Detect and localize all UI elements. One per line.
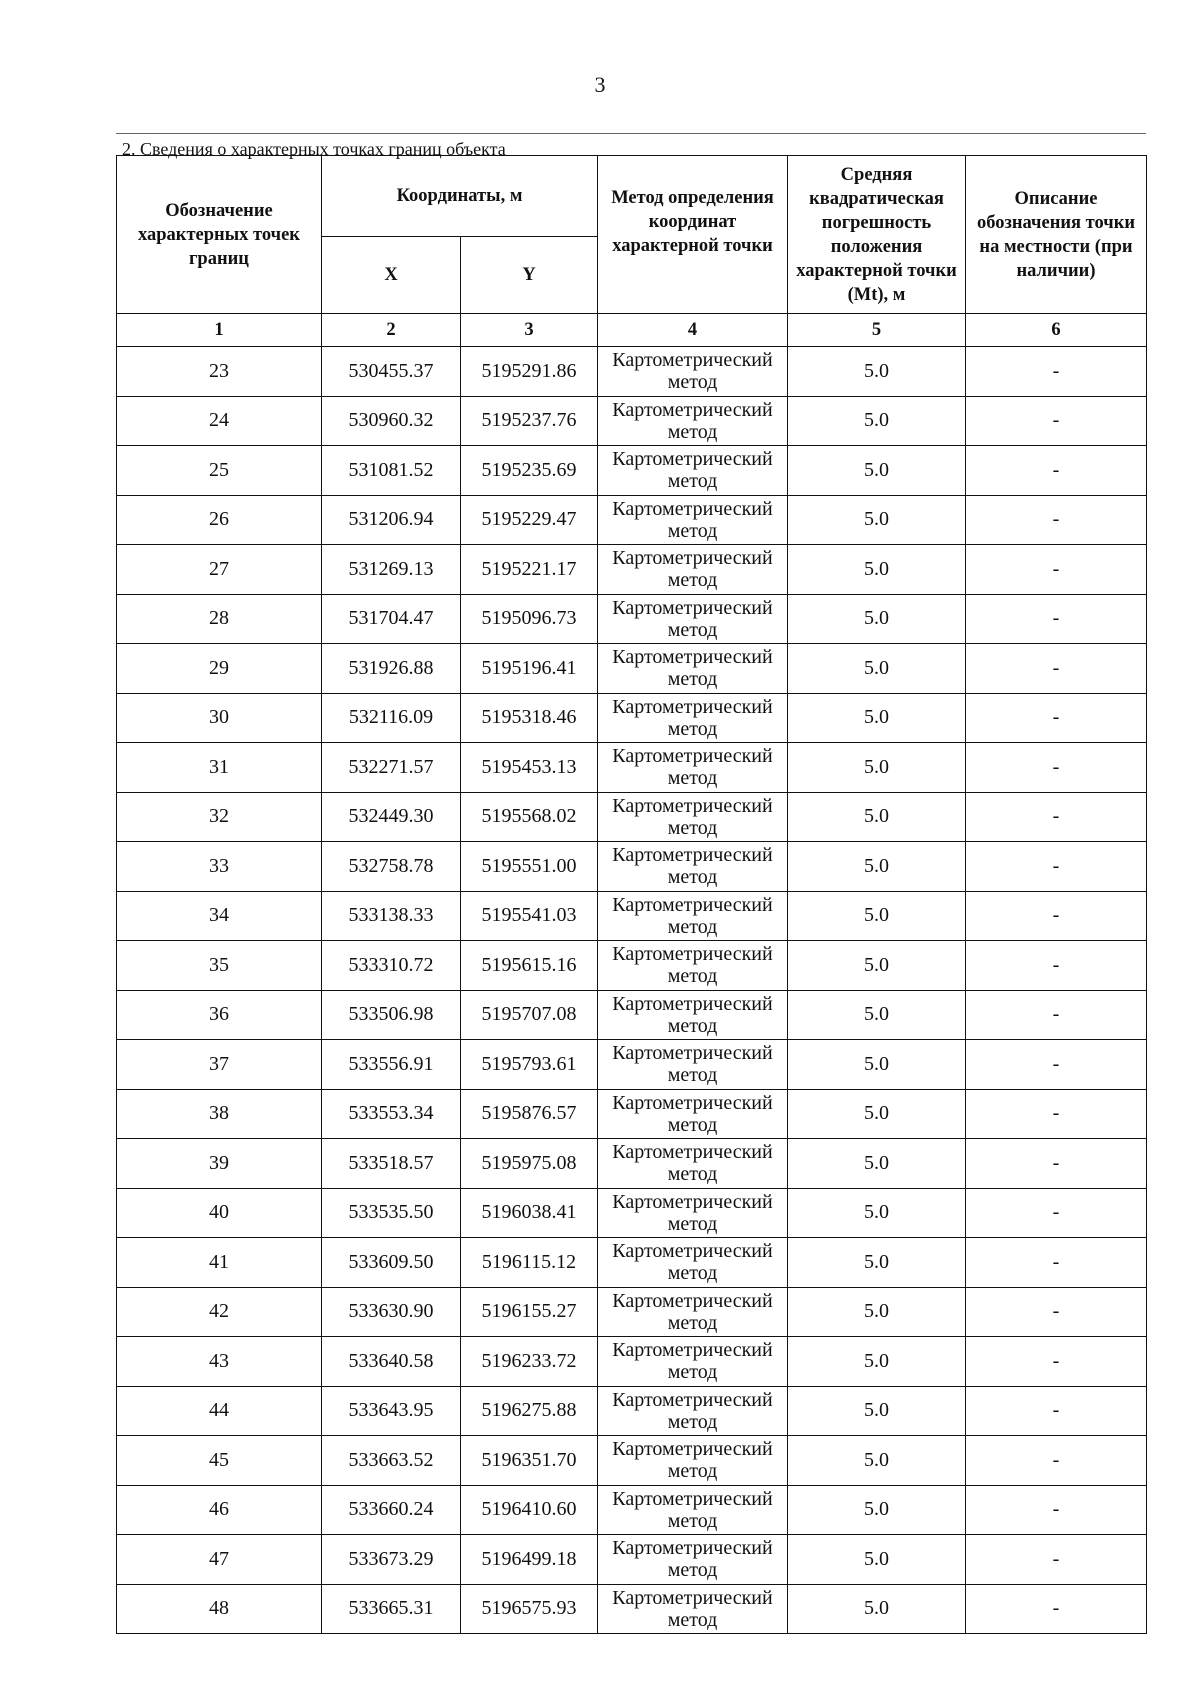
point-number-cell: 29 <box>117 644 322 694</box>
mean-error-cell: 5.0 <box>788 1436 966 1486</box>
section-title: 2. Сведения о характерных точках границ объекта <box>122 139 506 159</box>
description-cell: - <box>966 1485 1147 1535</box>
y-coordinate-cell: 5195568.02 <box>461 792 598 842</box>
y-coordinate-cell: 5196038.41 <box>461 1188 598 1238</box>
x-coordinate-cell: 533506.98 <box>322 990 461 1040</box>
description-cell: - <box>966 1089 1147 1139</box>
table-row <box>117 1139 1147 1189</box>
mean-error-cell: 5.0 <box>788 545 966 595</box>
table-row <box>117 594 1147 644</box>
mean-error-cell: 5.0 <box>788 941 966 991</box>
y-coordinate-cell: 5195615.16 <box>461 941 598 991</box>
point-number-cell: 40 <box>117 1188 322 1238</box>
table-row <box>117 842 1147 892</box>
point-number-cell: 41 <box>117 1238 322 1288</box>
point-number-cell: 33 <box>117 842 322 892</box>
x-coordinate-cell: 533535.50 <box>322 1188 461 1238</box>
table-row <box>117 495 1147 545</box>
x-coordinate-cell: 531081.52 <box>322 446 461 496</box>
y-coordinate-cell: 5195096.73 <box>461 594 598 644</box>
y-coordinate-cell: 5195237.76 <box>461 396 598 446</box>
column-numbers-row <box>117 314 1147 347</box>
x-coordinate-cell: 532271.57 <box>322 743 461 793</box>
y-coordinate-cell: 5196155.27 <box>461 1287 598 1337</box>
description-cell: - <box>966 1238 1147 1288</box>
mean-error-cell: 5.0 <box>788 891 966 941</box>
table-row <box>117 1436 1147 1486</box>
x-coordinate-cell: 533518.57 <box>322 1139 461 1189</box>
method-cell: Картометрический метод <box>598 1188 788 1238</box>
mean-error-cell: 5.0 <box>788 1238 966 1288</box>
header-mean-error: Средняя квадратическая погрешность положения характерной точки (Mt), м <box>788 156 966 314</box>
y-coordinate-cell: 5195229.47 <box>461 495 598 545</box>
x-coordinate-cell: 533630.90 <box>322 1287 461 1337</box>
x-coordinate-cell: 532116.09 <box>322 693 461 743</box>
table-row <box>117 347 1147 397</box>
point-number-cell: 30 <box>117 693 322 743</box>
point-number-cell: 24 <box>117 396 322 446</box>
point-number-cell: 46 <box>117 1485 322 1535</box>
method-cell: Картометрический метод <box>598 1238 788 1288</box>
point-number-cell: 27 <box>117 545 322 595</box>
x-coordinate-cell: 531926.88 <box>322 644 461 694</box>
mean-error-cell: 5.0 <box>788 1386 966 1436</box>
y-coordinate-cell: 5195975.08 <box>461 1139 598 1189</box>
method-cell: Картометрический метод <box>598 446 788 496</box>
table-row <box>117 891 1147 941</box>
point-number-cell: 23 <box>117 347 322 397</box>
point-number-cell: 47 <box>117 1535 322 1585</box>
method-cell: Картометрический метод <box>598 1584 788 1634</box>
table-row <box>117 1238 1147 1288</box>
description-cell: - <box>966 644 1147 694</box>
y-coordinate-cell: 5195291.86 <box>461 347 598 397</box>
table-body <box>117 347 1147 1634</box>
x-coordinate-cell: 533556.91 <box>322 1040 461 1090</box>
description-cell: - <box>966 396 1147 446</box>
description-cell: - <box>966 1040 1147 1090</box>
mean-error-cell: 5.0 <box>788 792 966 842</box>
table-row <box>117 545 1147 595</box>
method-cell: Картометрический метод <box>598 495 788 545</box>
mean-error-cell: 5.0 <box>788 1188 966 1238</box>
mean-error-cell: 5.0 <box>788 1584 966 1634</box>
point-number-cell: 31 <box>117 743 322 793</box>
header-coordinates: Координаты, м <box>322 156 598 237</box>
mean-error-cell: 5.0 <box>788 1485 966 1535</box>
point-number-cell: 38 <box>117 1089 322 1139</box>
column-number: 2 <box>322 314 461 347</box>
mean-error-cell: 5.0 <box>788 347 966 397</box>
x-coordinate-cell: 533138.33 <box>322 891 461 941</box>
column-number: 4 <box>598 314 788 347</box>
method-cell: Картометрический метод <box>598 347 788 397</box>
x-coordinate-cell: 530455.37 <box>322 347 461 397</box>
mean-error-cell: 5.0 <box>788 1287 966 1337</box>
description-cell: - <box>966 743 1147 793</box>
x-coordinate-cell: 533665.31 <box>322 1584 461 1634</box>
x-coordinate-cell: 532449.30 <box>322 792 461 842</box>
method-cell: Картометрический метод <box>598 1287 788 1337</box>
table-row <box>117 693 1147 743</box>
table-row <box>117 1188 1147 1238</box>
point-number-cell: 48 <box>117 1584 322 1634</box>
y-coordinate-cell: 5196275.88 <box>461 1386 598 1436</box>
mean-error-cell: 5.0 <box>788 1139 966 1189</box>
x-coordinate-cell: 531704.47 <box>322 594 461 644</box>
boundary-points-table <box>116 155 1147 1634</box>
x-coordinate-cell: 533310.72 <box>322 941 461 991</box>
description-cell: - <box>966 594 1147 644</box>
y-coordinate-cell: 5196233.72 <box>461 1337 598 1387</box>
y-coordinate-cell: 5195793.61 <box>461 1040 598 1090</box>
method-cell: Картометрический метод <box>598 990 788 1040</box>
description-cell: - <box>966 693 1147 743</box>
y-coordinate-cell: 5196575.93 <box>461 1584 598 1634</box>
point-number-cell: 36 <box>117 990 322 1040</box>
header-point-designation: Обозначение характерных точек границ <box>117 156 322 314</box>
mean-error-cell: 5.0 <box>788 396 966 446</box>
x-coordinate-cell: 533660.24 <box>322 1485 461 1535</box>
table-row <box>117 792 1147 842</box>
description-cell: - <box>966 842 1147 892</box>
header-x: X <box>322 237 461 314</box>
x-coordinate-cell: 531269.13 <box>322 545 461 595</box>
method-cell: Картометрический метод <box>598 792 788 842</box>
table-row <box>117 1337 1147 1387</box>
mean-error-cell: 5.0 <box>788 743 966 793</box>
y-coordinate-cell: 5195876.57 <box>461 1089 598 1139</box>
table-row <box>117 1040 1147 1090</box>
x-coordinate-cell: 533553.34 <box>322 1089 461 1139</box>
mean-error-cell: 5.0 <box>788 446 966 496</box>
table-row <box>117 1089 1147 1139</box>
method-cell: Картометрический метод <box>598 842 788 892</box>
table-frame-top <box>116 133 1146 134</box>
description-cell: - <box>966 1386 1147 1436</box>
y-coordinate-cell: 5196351.70 <box>461 1436 598 1486</box>
table-row <box>117 1287 1147 1337</box>
method-cell: Картометрический метод <box>598 594 788 644</box>
page-number: 3 <box>594 72 606 97</box>
point-number-cell: 26 <box>117 495 322 545</box>
table-row <box>117 1386 1147 1436</box>
table-row <box>117 396 1147 446</box>
column-number: 3 <box>461 314 598 347</box>
method-cell: Картометрический метод <box>598 644 788 694</box>
description-cell: - <box>966 1139 1147 1189</box>
y-coordinate-cell: 5195318.46 <box>461 693 598 743</box>
y-coordinate-cell: 5196410.60 <box>461 1485 598 1535</box>
point-number-cell: 39 <box>117 1139 322 1189</box>
description-cell: - <box>966 1535 1147 1585</box>
method-cell: Картометрический метод <box>598 941 788 991</box>
point-number-cell: 37 <box>117 1040 322 1090</box>
method-cell: Картометрический метод <box>598 1485 788 1535</box>
point-number-cell: 44 <box>117 1386 322 1436</box>
point-number-cell: 42 <box>117 1287 322 1337</box>
point-number-cell: 34 <box>117 891 322 941</box>
x-coordinate-cell: 533643.95 <box>322 1386 461 1436</box>
description-cell: - <box>966 792 1147 842</box>
table-row <box>117 644 1147 694</box>
y-coordinate-cell: 5195221.17 <box>461 545 598 595</box>
description-cell: - <box>966 545 1147 595</box>
method-cell: Картометрический метод <box>598 1089 788 1139</box>
mean-error-cell: 5.0 <box>788 1337 966 1387</box>
method-cell: Картометрический метод <box>598 396 788 446</box>
description-cell: - <box>966 495 1147 545</box>
x-coordinate-cell: 532758.78 <box>322 842 461 892</box>
mean-error-cell: 5.0 <box>788 842 966 892</box>
table-row <box>117 1584 1147 1634</box>
point-number-cell: 28 <box>117 594 322 644</box>
method-cell: Картометрический метод <box>598 891 788 941</box>
header-method: Метод определения координат характерной точки <box>598 156 788 314</box>
method-cell: Картометрический метод <box>598 1139 788 1189</box>
x-coordinate-cell: 531206.94 <box>322 495 461 545</box>
point-number-cell: 32 <box>117 792 322 842</box>
table-row <box>117 990 1147 1040</box>
method-cell: Картометрический метод <box>598 1337 788 1387</box>
description-cell: - <box>966 891 1147 941</box>
y-coordinate-cell: 5195707.08 <box>461 990 598 1040</box>
x-coordinate-cell: 533663.52 <box>322 1436 461 1486</box>
mean-error-cell: 5.0 <box>788 1535 966 1585</box>
method-cell: Картометрический метод <box>598 1040 788 1090</box>
header-description: Описание обозначения точки на местности (при наличии) <box>966 156 1147 314</box>
x-coordinate-cell: 533640.58 <box>322 1337 461 1387</box>
method-cell: Картометрический метод <box>598 693 788 743</box>
mean-error-cell: 5.0 <box>788 693 966 743</box>
description-cell: - <box>966 1287 1147 1337</box>
point-number-cell: 25 <box>117 446 322 496</box>
point-number-cell: 45 <box>117 1436 322 1486</box>
mean-error-cell: 5.0 <box>788 495 966 545</box>
method-cell: Картометрический метод <box>598 1436 788 1486</box>
mean-error-cell: 5.0 <box>788 1089 966 1139</box>
table-row <box>117 941 1147 991</box>
x-coordinate-cell: 533673.29 <box>322 1535 461 1585</box>
x-coordinate-cell: 533609.50 <box>322 1238 461 1288</box>
header-y: Y <box>461 237 598 314</box>
method-cell: Картометрический метод <box>598 743 788 793</box>
description-cell: - <box>966 446 1147 496</box>
description-cell: - <box>966 1337 1147 1387</box>
table-row <box>117 1535 1147 1585</box>
table-row <box>117 1485 1147 1535</box>
column-number: 1 <box>117 314 322 347</box>
mean-error-cell: 5.0 <box>788 594 966 644</box>
y-coordinate-cell: 5195453.13 <box>461 743 598 793</box>
y-coordinate-cell: 5195196.41 <box>461 644 598 694</box>
y-coordinate-cell: 5196115.12 <box>461 1238 598 1288</box>
point-number-cell: 35 <box>117 941 322 991</box>
y-coordinate-cell: 5195541.03 <box>461 891 598 941</box>
description-cell: - <box>966 1436 1147 1486</box>
description-cell: - <box>966 1188 1147 1238</box>
column-number: 5 <box>788 314 966 347</box>
y-coordinate-cell: 5196499.18 <box>461 1535 598 1585</box>
method-cell: Картометрический метод <box>598 1535 788 1585</box>
description-cell: - <box>966 941 1147 991</box>
point-number-cell: 43 <box>117 1337 322 1387</box>
description-cell: - <box>966 347 1147 397</box>
description-cell: - <box>966 1584 1147 1634</box>
table-row <box>117 446 1147 496</box>
method-cell: Картометрический метод <box>598 545 788 595</box>
mean-error-cell: 5.0 <box>788 1040 966 1090</box>
y-coordinate-cell: 5195235.69 <box>461 446 598 496</box>
mean-error-cell: 5.0 <box>788 644 966 694</box>
table-row <box>117 743 1147 793</box>
description-cell: - <box>966 990 1147 1040</box>
mean-error-cell: 5.0 <box>788 990 966 1040</box>
y-coordinate-cell: 5195551.00 <box>461 842 598 892</box>
column-number: 6 <box>966 314 1147 347</box>
method-cell: Картометрический метод <box>598 1386 788 1436</box>
x-coordinate-cell: 530960.32 <box>322 396 461 446</box>
